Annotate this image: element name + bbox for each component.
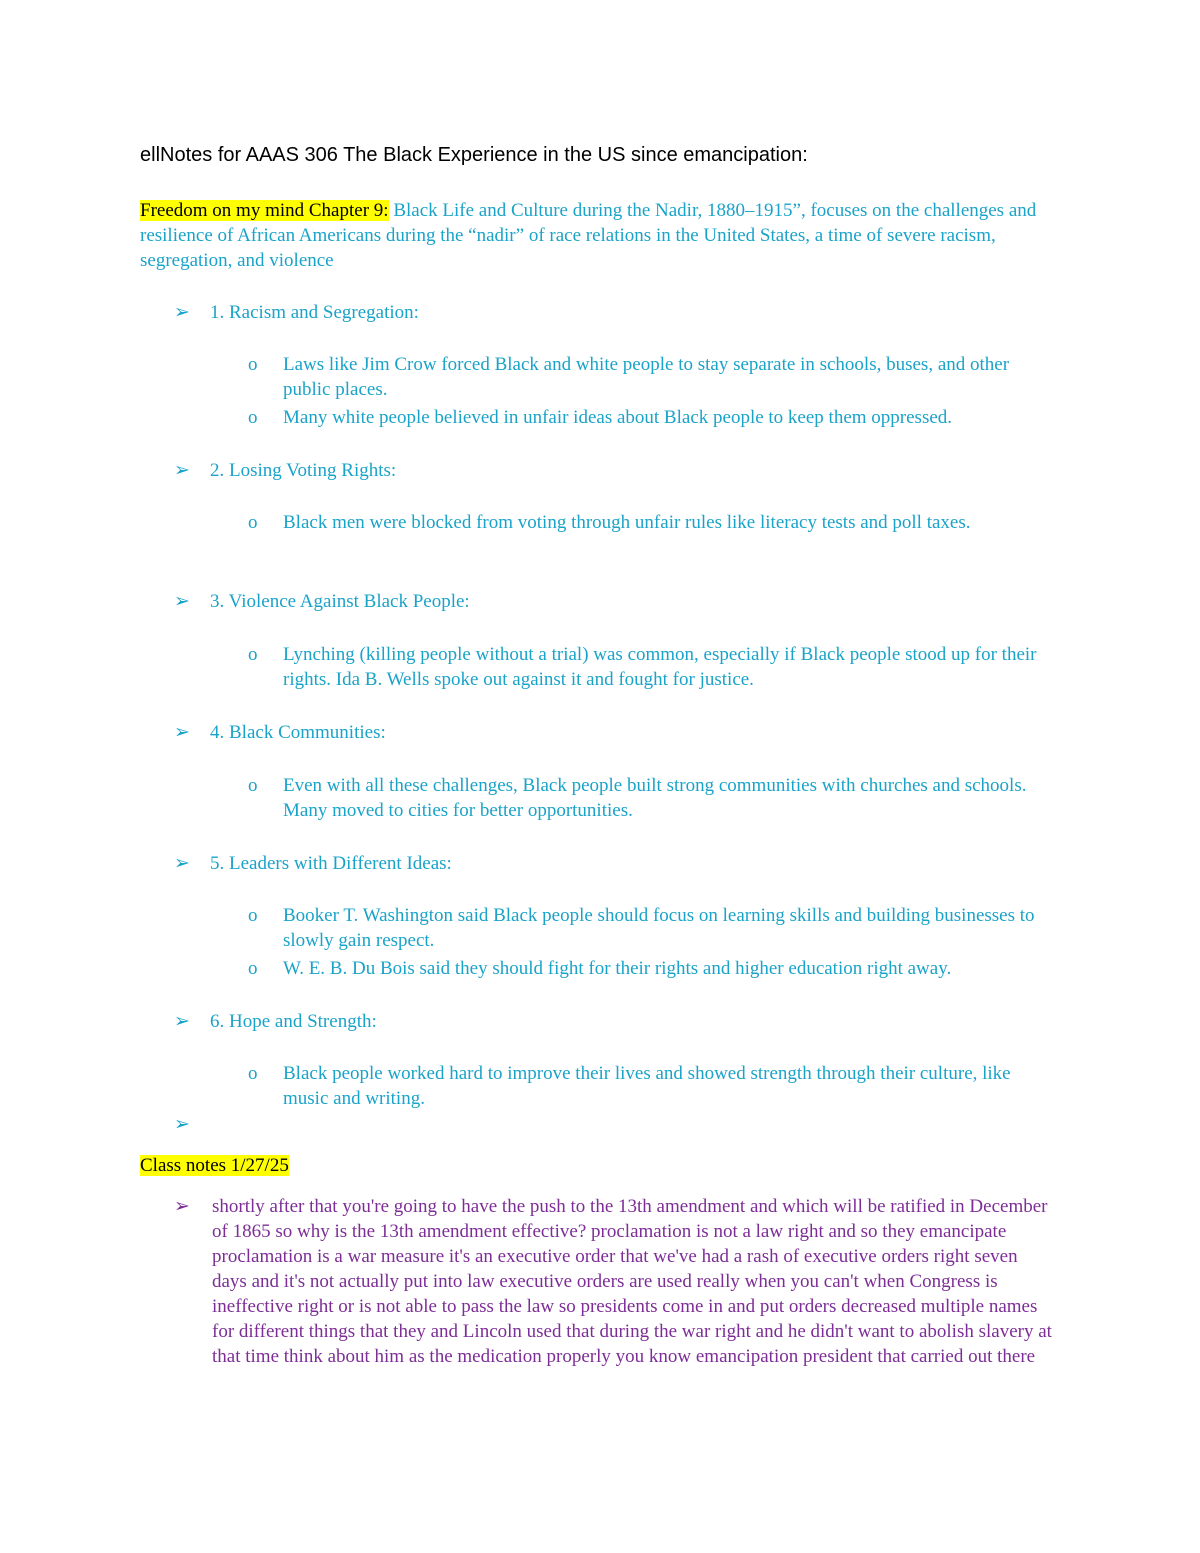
arrow-bullet-icon: ➢ xyxy=(174,1114,190,1135)
list-item-text: Lynching (killing people without a trial) was common, especially if Black people stood up for their rights. Ida B. Wells spoke out against it and fought for justice. xyxy=(283,644,1037,690)
list-item-text: Laws like Jim Crow forced Black and white people to stay separate in schools, buses, and other public places. xyxy=(283,354,1010,400)
list-item-text: Black people worked hard to improve their lives and showed strength through their culture, like music and writing. xyxy=(283,1063,1011,1109)
list-item-text: Even with all these challenges, Black people built strong communities with churches and schools. Many moved to cities for better opportunities. xyxy=(283,775,1027,821)
section-violence xyxy=(174,589,470,614)
list-item-text: W. E. B. Du Bois said they should fight for their rights and higher education right away. xyxy=(283,958,952,979)
section-leaders xyxy=(174,851,452,876)
list-item xyxy=(248,352,1048,402)
arrow-bullet-icon: ➢ xyxy=(174,591,190,612)
arrow-bullet-icon: ➢ xyxy=(174,1011,190,1032)
list-item xyxy=(248,1061,1048,1111)
section-heading: 6. Hope and Strength: xyxy=(210,1011,377,1032)
circle-bullet-icon: o xyxy=(248,905,258,926)
circle-bullet-icon: o xyxy=(248,775,258,796)
section-heading: 4. Black Communities: xyxy=(210,722,386,743)
document-title: ellNotes for AAAS 306 The Black Experience in the US since emancipation: xyxy=(140,144,808,166)
empty-bullet-line xyxy=(174,1112,210,1137)
circle-bullet-icon: o xyxy=(248,1063,258,1084)
arrow-bullet-icon: ➢ xyxy=(174,722,190,743)
section-heading: 2. Losing Voting Rights: xyxy=(210,460,397,481)
section-racism-segregation xyxy=(174,300,419,325)
chapter-highlight: Freedom on my mind Chapter 9: xyxy=(140,200,389,221)
circle-bullet-icon: o xyxy=(248,644,258,665)
arrow-bullet-icon: ➢ xyxy=(174,460,190,481)
chapter-intro xyxy=(140,198,1060,273)
list-item-text: Black men were blocked from voting through unfair rules like literacy tests and poll taxes. xyxy=(283,512,971,533)
list-item-text: Booker T. Washington said Black people should focus on learning skills and building businesses to slowly gain respect. xyxy=(283,905,1035,951)
circle-bullet-icon: o xyxy=(248,407,258,428)
list-item xyxy=(248,405,1048,430)
section-hope-strength xyxy=(174,1009,377,1034)
list-item xyxy=(248,956,1048,981)
class-notes-text: shortly after that you're going to have the push to the 13th amendment and which will be ratified in December of 1865 so why is the 13th amendment effective? proclamation is not a law right and so they emancipate proclamation is a war measure it's an executive order that we've had a rash of executive orders right seven days and it's not actually put into law executive orders are used really when you can't when Congress is ineffective right or is not able to pass the law so presidents come in and put orders decreased multiple names for different things that they and Lincoln used that during the war right and he didn't want to abolish slavery at that time think about him as the medication properly you know emancipation president that carried out there xyxy=(212,1196,1052,1367)
section-heading: 3. Violence Against Black People: xyxy=(210,591,470,612)
circle-bullet-icon: o xyxy=(248,354,258,375)
section-heading: 1. Racism and Segregation: xyxy=(210,302,419,323)
circle-bullet-icon: o xyxy=(248,958,258,979)
arrow-bullet-icon: ➢ xyxy=(174,1196,190,1217)
circle-bullet-icon: o xyxy=(248,512,258,533)
section-black-communities xyxy=(174,720,386,745)
list-item-text: Many white people believed in unfair ideas about Black people to keep them oppressed. xyxy=(283,407,953,428)
list-item xyxy=(248,642,1048,692)
section-heading: 5. Leaders with Different Ideas: xyxy=(210,853,452,874)
class-notes-heading xyxy=(140,1153,289,1178)
arrow-bullet-icon: ➢ xyxy=(174,853,190,874)
list-item xyxy=(248,773,1048,823)
chapter-summary: Black Life and Culture during the Nadir, 1880–1915”, focuses on the challenges and resilience of African Americans during the “nadir” of race relations in the United States, a time of severe racism, segregation, and violence xyxy=(140,200,1037,271)
arrow-bullet-icon: ➢ xyxy=(174,302,190,323)
class-notes-label: Class notes 1/27/25 xyxy=(140,1155,289,1176)
list-item xyxy=(248,903,1048,953)
list-item xyxy=(248,510,1048,535)
section-voting-rights xyxy=(174,458,396,483)
